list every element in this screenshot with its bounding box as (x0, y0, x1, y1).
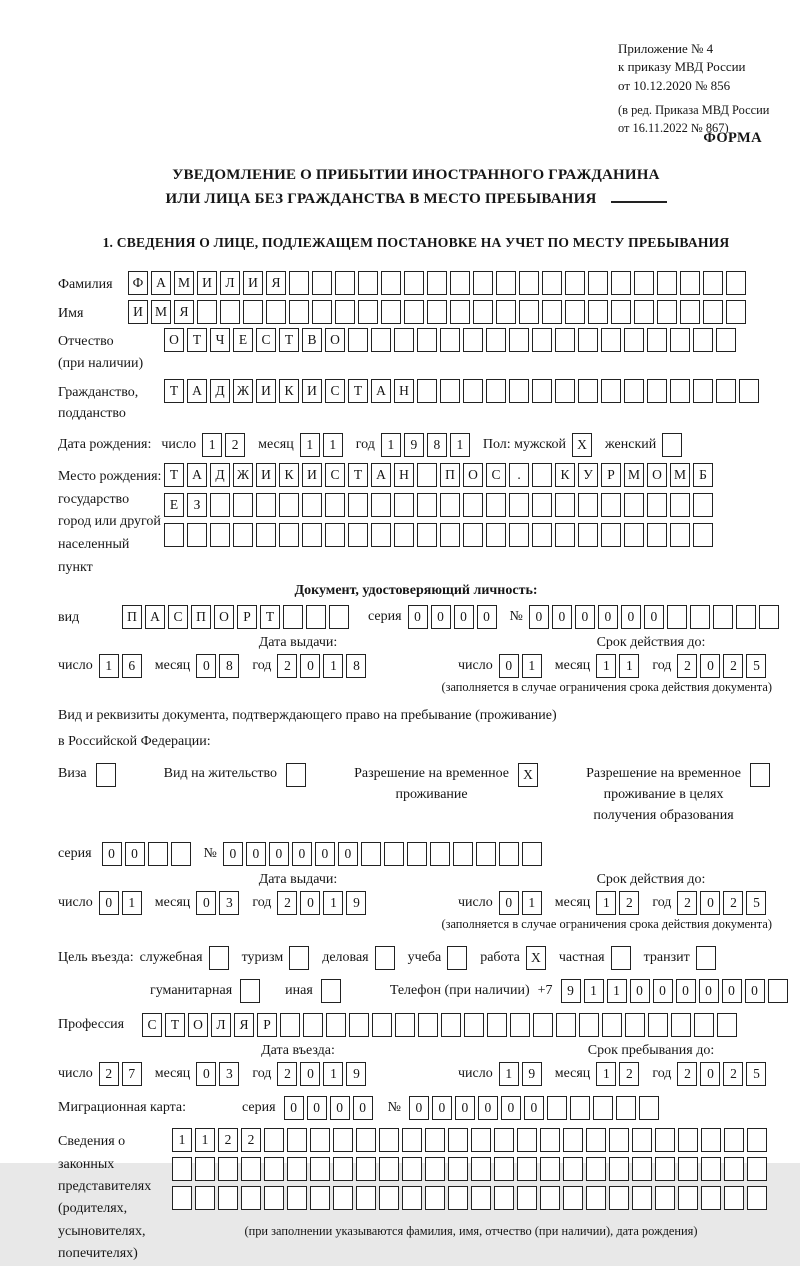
number-word: № (203, 846, 217, 862)
series-word: серия (58, 846, 92, 862)
identity-valid-year[interactable]: 2 0 2 5 (677, 654, 769, 678)
purpose-transit-checkbox[interactable] (696, 946, 719, 970)
month-word: месяц (258, 437, 294, 453)
amendment-line: (в ред. Приказа МВД России (618, 103, 770, 118)
migration-card-number-input[interactable]: 0 0 0 0 0 0 (409, 1096, 662, 1120)
purpose-study-label: учеба (407, 950, 442, 966)
stay-until-date: число 1 9 месяц 1 2 год 2 0 2 5 (458, 1062, 774, 1086)
purpose-work-label: работа (480, 950, 520, 966)
identity-issue-month[interactable]: 0 8 (196, 654, 242, 678)
option-temp-residence-education-label: Разрешение на временное проживание в целях получения образования (586, 766, 741, 824)
representatives-rows (172, 1128, 770, 1239)
phone-label: Телефон (при наличии) (389, 983, 530, 999)
residence-doc-dates (58, 888, 774, 915)
issue-date-header: Дата выдачи: (258, 635, 338, 651)
title-line-1: УВЕДОМЛЕНИЕ О ПРИБЫТИИ ИНОСТРАННОГО ГРАЖДАНИНА (172, 167, 660, 183)
purpose-humanitarian-checkbox[interactable] (240, 979, 263, 1003)
day-word: число (161, 437, 197, 453)
birth-place-input-row1[interactable]: Т А Д Ж И К И С Т А Н П О С . К У Р М О М Б (164, 463, 716, 487)
stay-year[interactable]: 2 0 2 5 (677, 1062, 769, 1086)
entry-date-headers (58, 1043, 774, 1059)
given-name-row (58, 300, 774, 325)
identity-doc-date-headers (58, 635, 774, 651)
purpose-study-checkbox[interactable] (447, 946, 470, 970)
surname-row (58, 271, 774, 296)
profession-input[interactable]: С Т О Л Я Р (142, 1013, 740, 1037)
series-word: серия (242, 1100, 276, 1116)
citizenship-label: Гражданство, подданство (58, 384, 139, 422)
residence-valid-day[interactable]: 0 1 (499, 891, 545, 915)
migration-card-series-input[interactable]: 0 0 0 0 (284, 1096, 376, 1120)
identity-valid-date: число 0 1 месяц 1 1 год 2 0 2 5 (458, 654, 774, 678)
surname-input[interactable]: Ф А М И Л И Я (128, 271, 749, 295)
identity-doc-kind-row (58, 605, 774, 629)
residence-doc-number-input[interactable]: 0 0 0 0 0 0 (223, 842, 545, 866)
birth-date-label: Дата рождения: (58, 437, 152, 453)
residence-valid-month[interactable]: 1 2 (596, 891, 642, 915)
stay-month[interactable]: 1 2 (596, 1062, 642, 1086)
representatives-block (58, 1128, 774, 1265)
sex-male-checkbox[interactable]: X (572, 433, 595, 457)
citizenship-input[interactable]: Т А Д Ж И К И С Т А Н (164, 379, 762, 403)
option-temp-residence-education-checkbox[interactable] (750, 763, 770, 787)
residence-issue-day[interactable]: 0 1 (99, 891, 145, 915)
birth-month-input[interactable]: 1 1 (300, 433, 346, 457)
residence-doc-date-headers (58, 872, 774, 888)
purpose-other-label: иная (285, 983, 313, 999)
given-name-label: Имя (58, 305, 84, 321)
patronymic-input[interactable]: О Т Ч Е С Т В О (164, 328, 739, 352)
valid-until-header: Срок действия до: (596, 872, 706, 888)
sex-female-label: женский (605, 437, 657, 453)
option-visa-checkbox[interactable] (96, 763, 116, 787)
phone-prefix: +7 (537, 983, 553, 999)
migration-card-row (58, 1096, 774, 1120)
purpose-tourism-checkbox[interactable] (289, 946, 312, 970)
residence-issue-year[interactable]: 2 0 1 9 (277, 891, 369, 915)
birth-day-input[interactable]: 1 2 (202, 433, 248, 457)
residence-issue-month[interactable]: 0 3 (196, 891, 242, 915)
stay-until-header: Срок пребывания до: (587, 1043, 715, 1059)
form-label: ФОРМА (703, 130, 762, 146)
purpose-work-checkbox[interactable]: X (526, 946, 549, 970)
option-temp-residence-education (586, 763, 770, 826)
purpose-humanitarian-label: гуманитарная (150, 983, 233, 999)
citizenship-row (58, 379, 774, 425)
birth-place-block (58, 463, 774, 579)
migration-card-label: Миграционная карта: (58, 1100, 187, 1116)
entry-month[interactable]: 0 3 (196, 1062, 242, 1086)
identity-doc-number-input[interactable]: 0 0 0 0 0 0 (529, 605, 782, 629)
representatives-label: Сведения о законных представителях (родителях, усыновителях, попечителях) (58, 1134, 152, 1262)
birth-place-label: Место рождения: государство город или другой населенный пункт (58, 469, 162, 575)
birth-place-rows (164, 463, 716, 547)
residence-valid-date: число 0 1 месяц 1 2 год 2 0 2 5 (458, 891, 774, 915)
entry-date: число 2 7 месяц 0 3 год 2 0 1 9 (58, 1062, 458, 1086)
residence-doc-text: Вид и реквизиты документа, подтверждающего право на пребывание (проживание) в Российской Федерации: (58, 708, 557, 750)
identity-issue-year[interactable]: 2 0 1 8 (277, 654, 369, 678)
year-word: год (355, 437, 375, 453)
birth-year-input[interactable]: 1 9 8 1 (381, 433, 473, 457)
option-residence-permit-label: Вид на жительство (163, 766, 278, 782)
entry-stay-dates (58, 1059, 774, 1086)
visit-purpose-row (58, 946, 774, 970)
purpose-transit-label: транзит (643, 950, 690, 966)
option-residence-permit (164, 763, 306, 787)
phone-input[interactable]: 9 1 1 0 0 0 0 0 0 (561, 979, 791, 1003)
appendix-block (618, 40, 769, 138)
birth-place-input-row3[interactable] (164, 523, 716, 547)
identity-issue-day[interactable]: 1 6 (99, 654, 145, 678)
residence-doc-options (58, 763, 774, 826)
purpose-private-label: частная (558, 950, 605, 966)
option-temp-residence-label: Разрешение на временное проживание (354, 766, 509, 803)
identity-doc-kind-label: вид (58, 609, 80, 625)
validity-limit-note: (заполняется в случае ограничения срока действия документа) (441, 680, 772, 695)
number-word: № (509, 609, 523, 625)
amendment-line: от 16.11.2022 № 867) (618, 120, 729, 135)
residence-issue-date: число 0 1 месяц 0 3 год 2 0 1 9 (58, 891, 458, 915)
number-word: № (387, 1100, 401, 1116)
purpose-official-checkbox[interactable] (209, 946, 232, 970)
identity-doc-kind-input[interactable]: П А С П О Р Т (122, 605, 352, 629)
entry-year[interactable]: 2 0 1 9 (277, 1062, 369, 1086)
issue-date-header: Дата выдачи: (258, 872, 338, 888)
option-visa (58, 763, 116, 787)
option-residence-permit-checkbox[interactable] (286, 763, 306, 787)
birth-date-row (58, 433, 774, 457)
identity-issue-date: число 1 6 месяц 0 8 год 2 0 1 8 (58, 654, 458, 678)
representatives-note: (при заполнении указываются фамилия, имя, отчество (при наличии), дата рождения) (244, 1224, 698, 1239)
purpose-tourism-label: туризм (241, 950, 284, 966)
purpose-business-checkbox[interactable] (375, 946, 398, 970)
representatives-input-row1[interactable]: 1 1 2 2 (172, 1128, 770, 1152)
residence-valid-year[interactable]: 2 0 2 5 (677, 891, 769, 915)
identity-doc-dates (58, 651, 774, 678)
valid-until-header: Срок действия до: (596, 635, 706, 651)
appendix-line: Приложение № 4 (618, 41, 714, 56)
identity-doc-series-input[interactable]: 0 0 0 0 (408, 605, 500, 629)
profession-row (58, 1013, 774, 1037)
identity-valid-day[interactable]: 0 1 (499, 654, 545, 678)
series-word: серия (368, 609, 402, 625)
identity-valid-month[interactable]: 1 1 (596, 654, 642, 678)
section-1-heading: 1. СВЕДЕНИЯ О ЛИЦЕ, ПОДЛЕЖАЩЕМ ПОСТАНОВКЕ НА УЧЕТ ПО МЕСТУ ПРЕБЫВАНИЯ (102, 235, 730, 250)
given-name-input[interactable]: И М Я (128, 300, 749, 324)
purpose-business-label: деловая (322, 950, 369, 966)
residence-doc-series-row (58, 842, 774, 866)
identity-doc-heading: Документ, удостоверяющий личность: (294, 583, 538, 599)
page-title (58, 163, 774, 211)
profession-label: Профессия (58, 1017, 125, 1033)
patronymic-label: Отчество (при наличии) (58, 334, 144, 372)
option-visa-label: Виза (58, 766, 87, 782)
stay-day[interactable]: 1 9 (499, 1062, 545, 1086)
purpose-other-checkbox[interactable] (321, 979, 344, 1003)
representatives-input-row2[interactable] (172, 1157, 770, 1181)
patronymic-row (58, 328, 774, 374)
purpose-private-checkbox[interactable] (611, 946, 634, 970)
sex-label: Пол: мужской (482, 437, 567, 453)
visit-purpose-label: Цель въезда: (58, 950, 134, 966)
option-temp-residence (354, 763, 538, 805)
validity-limit-note: (заполняется в случае ограничения срока действия документа) (441, 917, 772, 932)
title-blank-line (611, 201, 667, 203)
option-temp-residence-checkbox[interactable]: X (518, 763, 538, 787)
representatives-input-row3[interactable] (172, 1186, 770, 1210)
residence-doc-series-input[interactable]: 0 0 (102, 842, 194, 866)
birth-place-input-row2[interactable]: Е З (164, 493, 716, 517)
surname-label: Фамилия (58, 277, 113, 292)
entry-day[interactable]: 2 7 (99, 1062, 145, 1086)
appendix-line: к приказу МВД России (618, 59, 746, 75)
entry-date-header: Дата въезда: (261, 1043, 335, 1059)
purpose-official-label: служебная (139, 950, 203, 966)
sex-female-checkbox[interactable] (662, 433, 685, 457)
title-line-2: ИЛИ ЛИЦА БЕЗ ГРАЖДАНСТВА В МЕСТО ПРЕБЫВАНИЯ (165, 191, 597, 207)
visit-purpose-row-2 (150, 979, 774, 1003)
appendix-line: от 10.12.2020 № 856 (618, 77, 731, 93)
